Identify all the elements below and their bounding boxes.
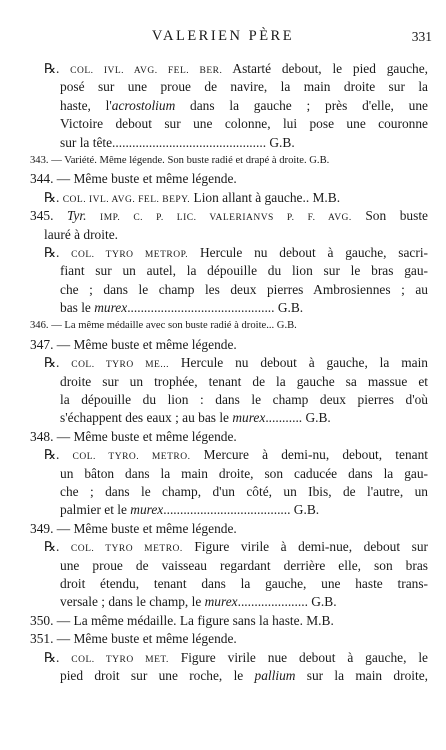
text-run: ℞. (44, 189, 63, 205)
text-run: 348. — Même buste et même légende. (30, 428, 237, 444)
text-run: ..................... G.B. (237, 594, 337, 610)
text-line (30, 593, 428, 611)
text-line (30, 409, 428, 427)
italic-term: murex (130, 502, 164, 518)
text-line (30, 226, 428, 244)
text-run: dans la gauche ; près d'elle, une (175, 97, 428, 113)
text-run: Figure virile à demi-nue, debout sur (182, 539, 428, 555)
text-run: ............................................ G.B. (127, 300, 304, 316)
text-run: ℞. (44, 61, 71, 76)
text-run: che ; dans le champ les deux pierres Ambrosiennes ; au (60, 281, 428, 297)
text-line (30, 60, 428, 78)
text-line (30, 115, 428, 133)
text-run: Son buste (351, 208, 428, 224)
coin-legend: COL. IVL. AVG. FEL. BER. (70, 66, 223, 76)
text-run: ℞. (44, 539, 71, 555)
text-line (30, 612, 428, 630)
text-line (30, 667, 428, 685)
coin-legend: COL. TYRO METROP. (71, 249, 189, 260)
text-line (30, 575, 428, 593)
text-run: droite sur un trophée, tenant de la gauche sa massue et (60, 373, 428, 389)
text-run: 345. (30, 208, 67, 224)
text-run: Hercule nu debout à gauche, sacri- (188, 244, 428, 260)
text-line (30, 152, 428, 170)
text-line (30, 78, 428, 96)
italic-term: pallium (254, 667, 296, 683)
italic-term: murex (232, 410, 266, 426)
text-line (30, 557, 428, 575)
text-run: 350. — La même médaille. La figure sans la haste. M.B. (30, 612, 334, 628)
text-run: 346. — La même médaille avec son buste radié à droite... G.B. (30, 320, 297, 332)
text-run: ℞. (44, 244, 72, 260)
text-line (30, 354, 428, 372)
text-line (30, 630, 428, 648)
text-run: posé sur une proue de navire, la main droite sur la (60, 79, 428, 95)
text-line (30, 336, 428, 354)
text-line (30, 281, 428, 299)
text-run: une proue de vaisseau regardant derrière elle, son bras (60, 557, 428, 573)
text-line (30, 465, 428, 483)
text-run: la dépouille du lion : dans le champ deux pierres d'où (60, 392, 428, 408)
catalogue-text (30, 60, 428, 685)
running-title: VALERIEN PÈRE (151, 28, 295, 44)
text-line (30, 244, 428, 262)
text-line (30, 391, 428, 409)
text-run: 343. — Variété. Même légende. Son buste radié et drapé à droite. G.B. (30, 154, 330, 166)
text-run: ℞. (44, 355, 72, 371)
text-run: palmier et le (60, 502, 131, 518)
text-run: ℞. (44, 649, 72, 665)
text-line (30, 317, 428, 335)
coin-legend: COL. IVL. AVG. FEL. BEPY. (62, 194, 191, 205)
italic-term: murex (204, 594, 238, 610)
text-run: sur la main droite, (295, 667, 428, 683)
text-run: Hercule nu debout à gauche, la main (168, 355, 428, 371)
text-line (30, 428, 428, 446)
text-run: 347. — Même buste et même légende. (30, 336, 237, 352)
text-run: 349. — Même buste et même légende. (30, 520, 237, 536)
coin-legend: IMP. C. P. LIC. VALERIANVS P. F. AVG. (100, 213, 352, 224)
coin-legend: COL. TYRO ME... (71, 360, 169, 371)
text-run: Astarté debout, le pied gauche, (222, 61, 429, 76)
text-line (30, 538, 428, 556)
text-line (30, 189, 428, 207)
text-run: ........... G.B. (265, 410, 331, 426)
coin-legend: COL. TYRO. METRO. (72, 452, 191, 463)
text-run: lauré à droite. (44, 226, 118, 242)
text-run: Lion allant à gauche.. M.B. (190, 189, 341, 205)
italic-term: Tyr. (66, 208, 87, 224)
text-run: ℞. (44, 447, 73, 463)
italic-term: murex (94, 300, 128, 316)
text-line (30, 483, 428, 501)
text-line (30, 520, 428, 538)
text-run: fiant sur un autel, la dépouille du lion sur le bras gau- (60, 263, 428, 279)
text-line (30, 373, 428, 391)
text-run (86, 208, 100, 223)
text-run: pied droit sur une roche, le (60, 667, 255, 683)
text-line (30, 649, 428, 667)
text-line (30, 501, 428, 519)
text-line (30, 207, 428, 225)
text-line (30, 170, 428, 188)
italic-term: acrostolium (111, 97, 176, 113)
text-run: haste, l' (60, 97, 112, 113)
text-run: Mercure à demi-nu, debout, tenant (190, 447, 429, 463)
text-run: 344. — Même buste et même légende. (30, 171, 237, 187)
text-run: Figure virile nue debout à gauche, le (168, 649, 428, 665)
text-run: Victoire debout sur une colonne, lui pose une couronne (60, 116, 428, 132)
text-line (30, 97, 428, 115)
coin-legend: COL. TYRO MET. (71, 654, 169, 665)
text-run: s'échappent des eaux ; au bas le (60, 410, 233, 426)
text-run: versale ; dans le champ, le (60, 594, 205, 610)
coin-legend: COL. TYRO METRO. (70, 544, 183, 555)
text-run: sur la tête.............................................. G.B. (60, 134, 295, 150)
text-run: che ; dans le champ, d'un côté, un Ibis, de l'autre, un (60, 483, 428, 499)
text-line (30, 134, 428, 152)
text-run: ...................................... G.B. (163, 502, 320, 518)
text-line (30, 262, 428, 280)
text-run: un bâton dans la main droite, son caducée dans la gau- (60, 465, 428, 481)
page-number: 331 (411, 29, 432, 44)
page-header (0, 28, 446, 48)
text-run: droit étendu, tenant dans la gauche, une haste trans- (60, 575, 428, 591)
text-run: 351. — Même buste et même légende. (30, 631, 237, 647)
text-line (30, 446, 428, 464)
text-line (30, 299, 428, 317)
text-run: bas le (60, 300, 95, 316)
